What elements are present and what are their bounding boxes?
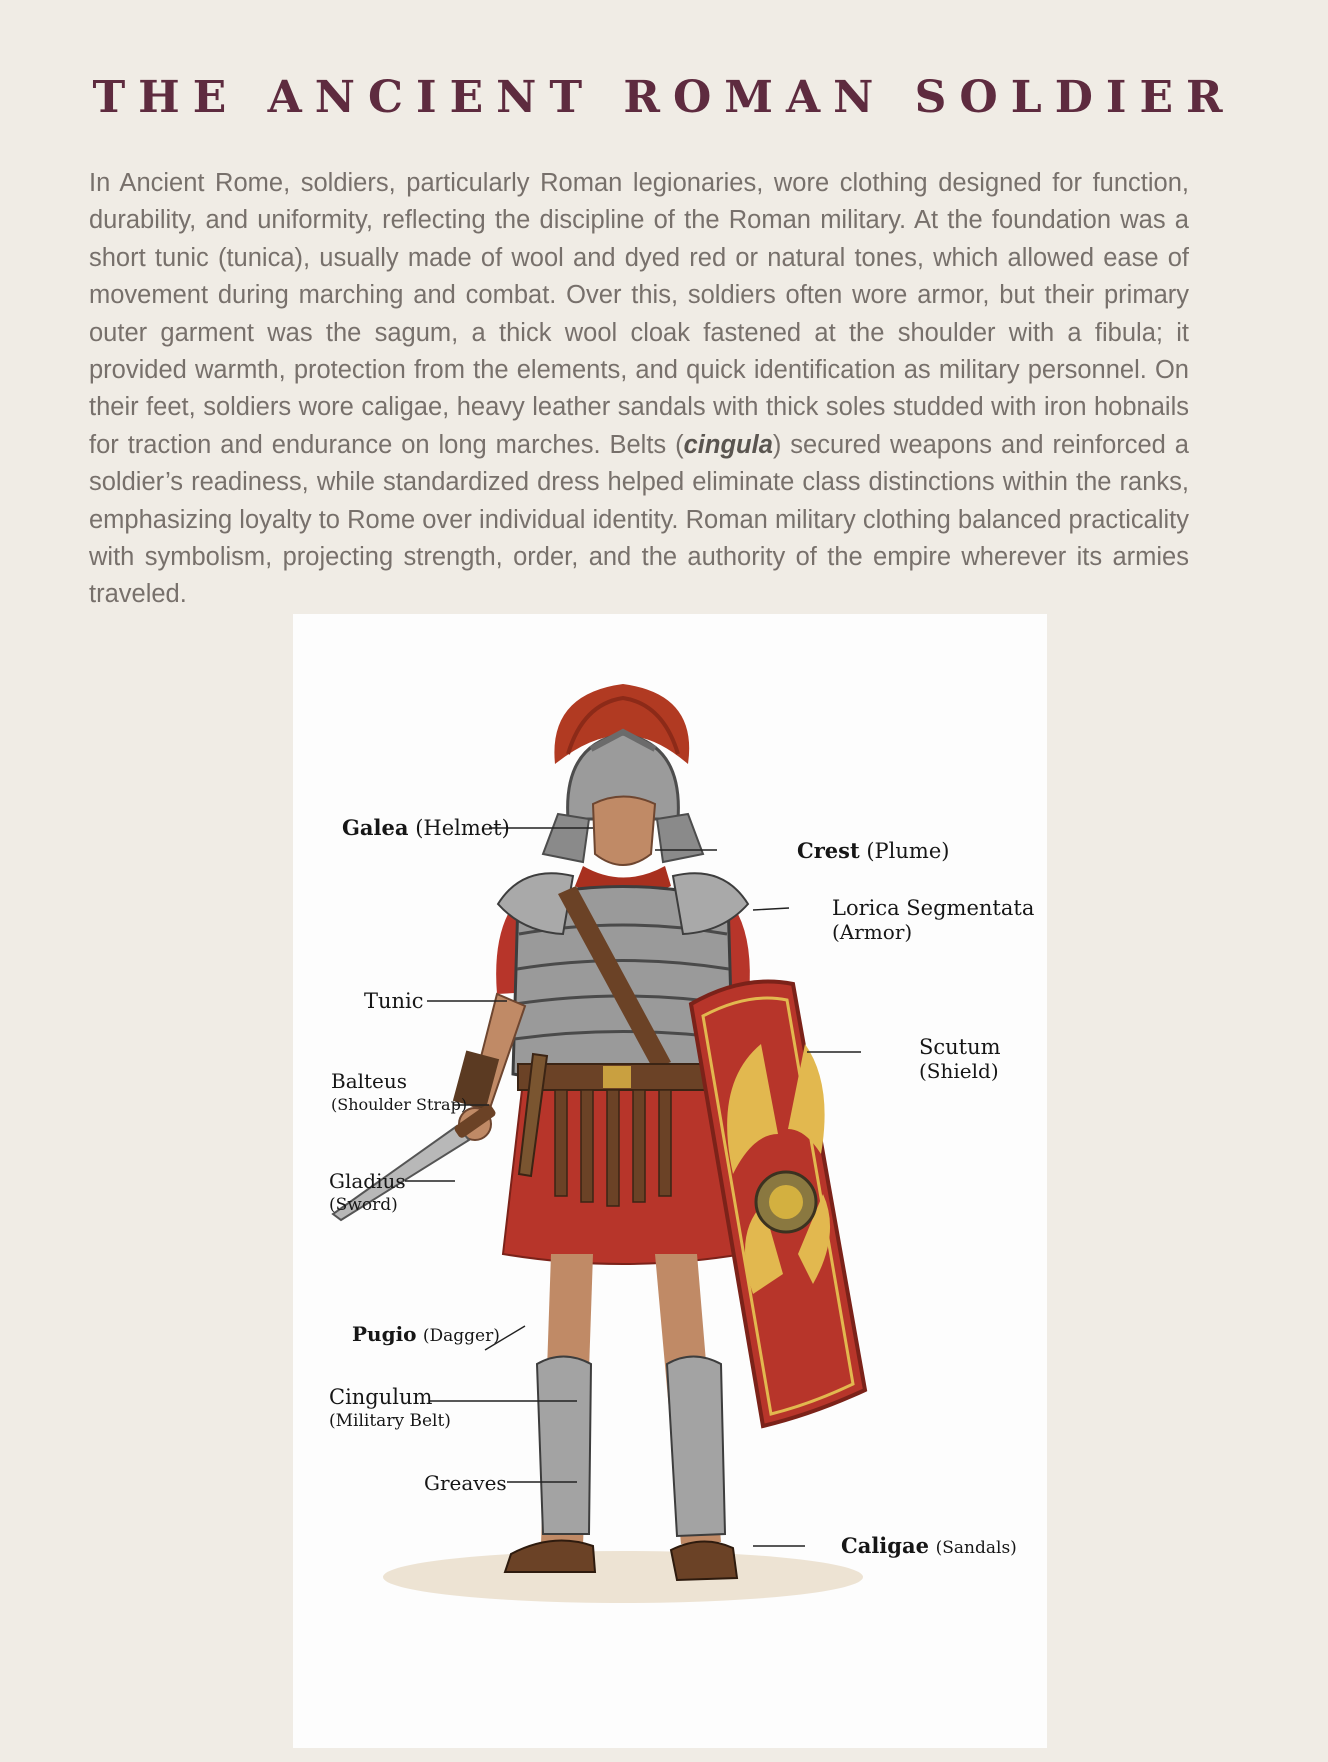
intro-text-part-2: ) secured weapons and reinforced a soldier’s readiness, while standardized dress helped eliminate class distinctions within the ranks, emphasizing loyalty to Rome over individual identity. Roman military clothing balanced practicality with symbolism, projecting strength, order, and the authority of the empire wherever its armies traveled. — [89, 430, 1189, 609]
label-scutum-note: (Shield) — [919, 1059, 999, 1083]
label-cingulum-name: Cingulum — [329, 1385, 433, 1409]
label-caligae: Caligae (Sandals) — [841, 1533, 1017, 1558]
intro-text-part-1: In Ancient Rome, soldiers, particularly Roman legionaries, wore clothing designed for function, durability, and uniformity, reflecting the discipline of the Roman military. At the foundation was a short tunic (tunica), usually made of wool and dyed red or natural tones, which allowed ease of movement during marching and combat. Over this, soldiers often wore armor, but their primary outer garment was the sagum, a thick wool cloak fastened at the shoulder with a fibula; it provided warmth, protection from the elements, and quick identification as military personnel. On their feet, soldiers wore caligae, heavy leather sandals with thick soles studded with iron hobnails for traction and endurance on long marches. Belts ( — [89, 169, 1189, 459]
label-cingulum-note: (Military Belt) — [329, 1411, 451, 1431]
label-gladius-note: (Sword) — [329, 1195, 398, 1215]
label-lorica-note: (Armor) — [832, 920, 913, 944]
soldier-illustration — [293, 614, 1047, 1748]
page-title: THE ANCIENT ROMAN SOLDIER — [92, 72, 1236, 123]
label-balteus-name: Balteus — [331, 1069, 408, 1093]
label-scutum-name: Scutum — [919, 1035, 1001, 1059]
caligae-sandals — [505, 1541, 595, 1572]
intro-paragraph — [89, 165, 1189, 614]
greaves — [537, 1357, 591, 1535]
label-gladius-name: Gladius — [329, 1169, 406, 1193]
label-tunic: Tunic — [364, 989, 424, 1013]
label-galea: Galea (Helmet) — [342, 815, 510, 840]
face — [593, 797, 655, 866]
label-greaves: Greaves — [424, 1471, 507, 1495]
ground-shadow — [383, 1551, 863, 1603]
intro-italic-term: cingula — [683, 430, 773, 459]
label-lorica-name: Lorica Segmentata — [832, 896, 1035, 920]
label-crest: Crest (Plume) — [797, 838, 950, 863]
label-pugio: Pugio (Dagger) — [352, 1322, 500, 1346]
label-balteus-note: (Shoulder Strap) — [331, 1095, 468, 1114]
